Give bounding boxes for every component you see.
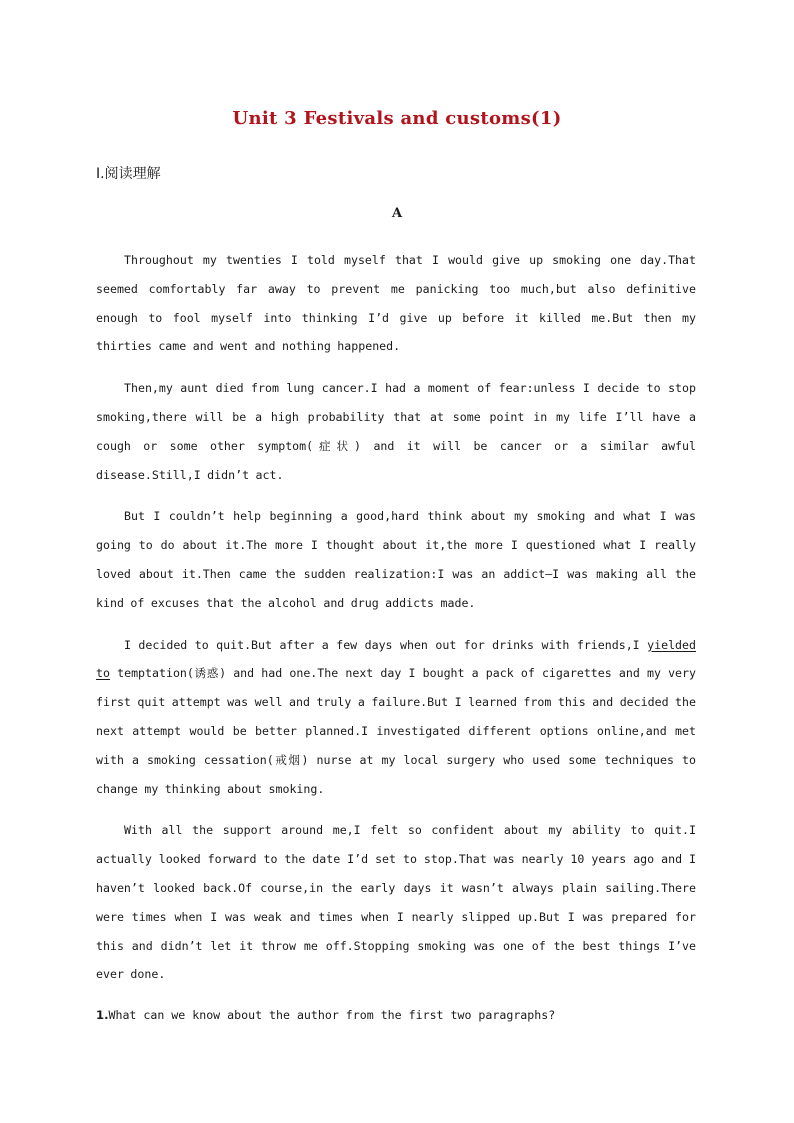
passage-label: A	[391, 206, 403, 221]
paragraph-2: Then,my aunt died from lung cancer.I had a moment of fear:unless I decide to stop smoking,there will be a high probability that at some point in my life I’ll have a cough or some other symptom(症状) and it will be cancer or a similar awful disease.Still,I didn’t act.	[96, 381, 696, 482]
paragraph-4-before: I decided to quit.But after a few days when out for drinks with friends,I	[124, 637, 648, 652]
paragraph-1: Throughout my twenties I told myself that I would give up smoking one day.That seemed comfortably far away to prevent me panicking too much,but also definitive enough to fool myself into thinking I’d give up before it killed me.But then my thirties came and went and nothing happened.	[96, 253, 696, 354]
question-text: What can we know about the author from the first two paragraphs?	[108, 1008, 556, 1022]
underlined-phrase: yielded to	[96, 637, 696, 681]
section-heading-reading: Ⅰ.阅读理解	[96, 166, 161, 182]
paragraph-4-after: temptation(诱惑) and had one.The next day I bought a pack of cigarettes and my very first quit attempt was well and truly a failure.But I learned from this and decided the next attempt would be better planned.I investigated different options online,and met with a smoking cessation(戒烟) nurse at my local surgery who used some techniques to change my thinking about smoking.	[96, 666, 696, 796]
paragraph-3: But I couldn’t help beginning a good,hard think about my smoking and what I was going to do about it.The more I thought about it,the more I questioned what I really loved about it.Then came the sudden realization:I was an addict—I was making all the kind of excuses that the alcohol and drug addicts made.	[96, 509, 696, 610]
paragraph-5: With all the support around me,I felt so confident about my ability to quit.I actually looked forward to the date I’d set to stop.That was nearly 10 years ago and I haven’t looked back.Of course,in the early days it wasn’t always plain sailing.There were times when I was weak and times when I nearly slipped up.But I was prepared for this and didn’t let it throw me off.Stopping smoking was one of the best things I’ve ever done.	[96, 823, 696, 982]
paragraph-4	[96, 631, 696, 804]
question-number: 1.	[96, 1008, 109, 1022]
unit-title: Unit 3 Festivals and customs(1)	[232, 108, 562, 129]
reading-passage	[96, 246, 696, 1002]
question-1	[96, 1005, 555, 1025]
